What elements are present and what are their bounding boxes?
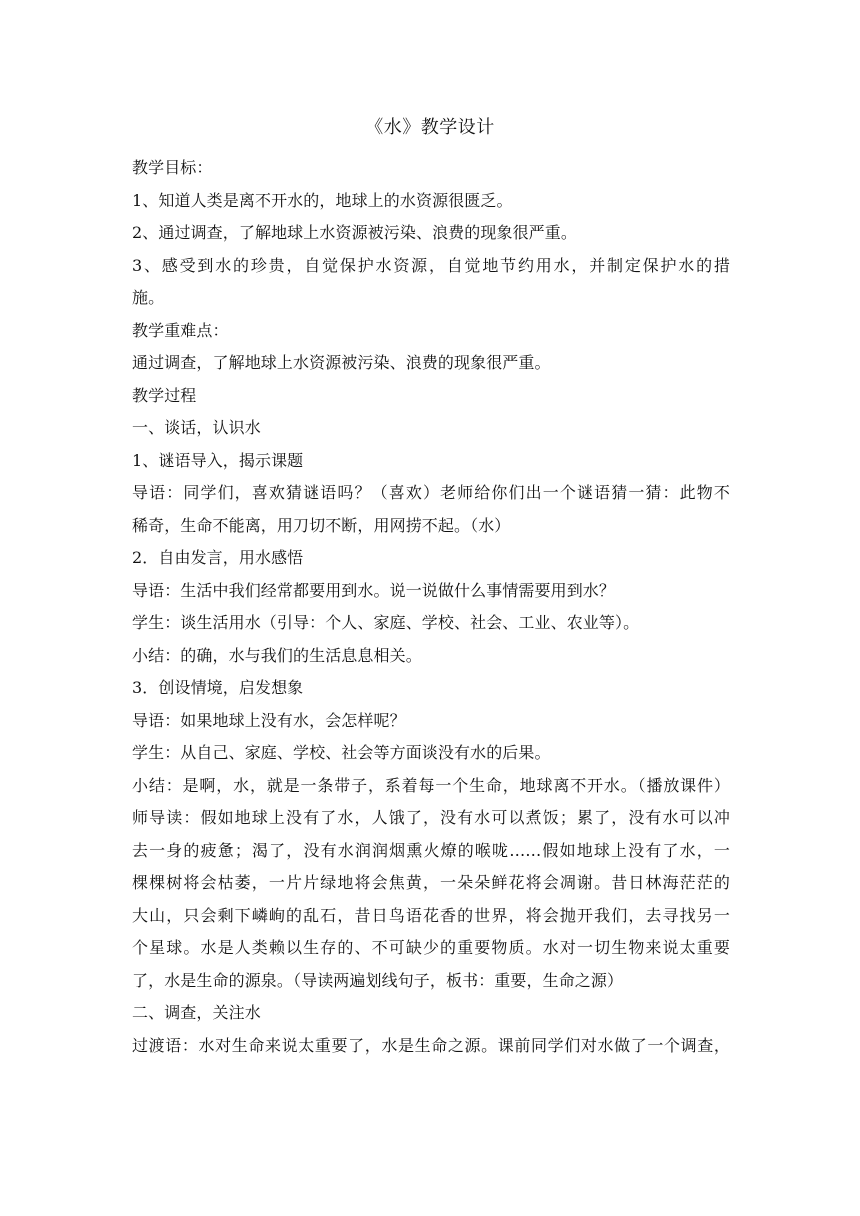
text-line: 教学目标： — [132, 158, 213, 177]
text-line: 大山，只会剩下嶙峋的乱石，昔日鸟语花香的世界，将会抛开我们，去寻找另一 — [132, 905, 730, 925]
text-line: 学生：谈生活用水（引导：个人、家庭、学校、社会、工业、农业等）。 — [132, 613, 640, 632]
text-line: 小结：是啊，水，就是一条带子，系着每一个生命，地球离不开水。（播放课件） — [132, 775, 730, 795]
text-line: 导语：如果地球上没有水，会怎样呢？ — [132, 710, 406, 730]
text-line: 2、通过调查，了解地球上水资源被污染、浪费的现象很严重。 — [132, 223, 577, 242]
text-line: 施。 — [132, 288, 165, 307]
document-title: 《水》教学设计 — [365, 117, 495, 138]
text-line: 了，水是生命的源泉。（导读两遍划线句子，板书：重要，生命之源） — [132, 970, 624, 990]
text-line: 过渡语：水对生命来说太重要了，水是生命之源。课前同学们对水做了一个调查， — [132, 1035, 730, 1055]
text-line: 3．创设情境，启发想象 — [132, 678, 304, 697]
text-line: 3、感受到水的珍贵，自觉保护水资源，自觉地节约用水，并制定保护水的措 — [132, 255, 730, 275]
text-line: 二、调查，关注水 — [132, 1003, 261, 1022]
text-line: 1、知道人类是离不开水的，地球上的水资源很匮乏。 — [132, 190, 513, 210]
text-line: 一、谈话，认识水 — [132, 418, 261, 437]
text-line: 小结：的确，水与我们的生活息息相关。 — [132, 645, 422, 665]
document-body — [132, 152, 730, 1062]
text-line: 通过调查，了解地球上水资源被污染、浪费的现象很严重。 — [132, 353, 551, 372]
text-line: 学生：从自己、家庭、学校、社会等方面谈没有水的后果。 — [132, 743, 551, 762]
text-line: 棵棵树将会枯萎，一片片绿地将会焦黄，一朵朵鲜花将会凋谢。昔日林海茫茫的 — [132, 873, 730, 892]
text-line: 教学重难点： — [132, 320, 229, 340]
text-line: 稀奇，生命不能离，用刀切不断，用网捞不起。（水） — [132, 515, 511, 535]
text-line: 导语：同学们，喜欢猜谜语吗？（喜欢）老师给你们出一个谜语猜一猜：此物不 — [132, 483, 730, 502]
text-line: 1、谜语导入，揭示课题 — [132, 450, 304, 470]
text-line: 去一身的疲惫；渴了，没有水润润烟熏火燎的喉咙……假如地球上没有了水，一 — [132, 840, 730, 860]
text-line: 师导读：假如地球上没有了水，人饿了，没有水可以煮饭；累了，没有水可以冲 — [132, 808, 730, 827]
text-line: 导语：生活中我们经常都要用到水。说一说做什么事情需要用到水？ — [132, 580, 616, 600]
text-line: 教学过程 — [132, 385, 197, 405]
text-line: 2．自由发言，用水感悟 — [132, 548, 304, 567]
text-line: 个星球。水是人类赖以生存的、不可缺少的重要物质。水对一切生物来说太重要 — [132, 938, 730, 957]
